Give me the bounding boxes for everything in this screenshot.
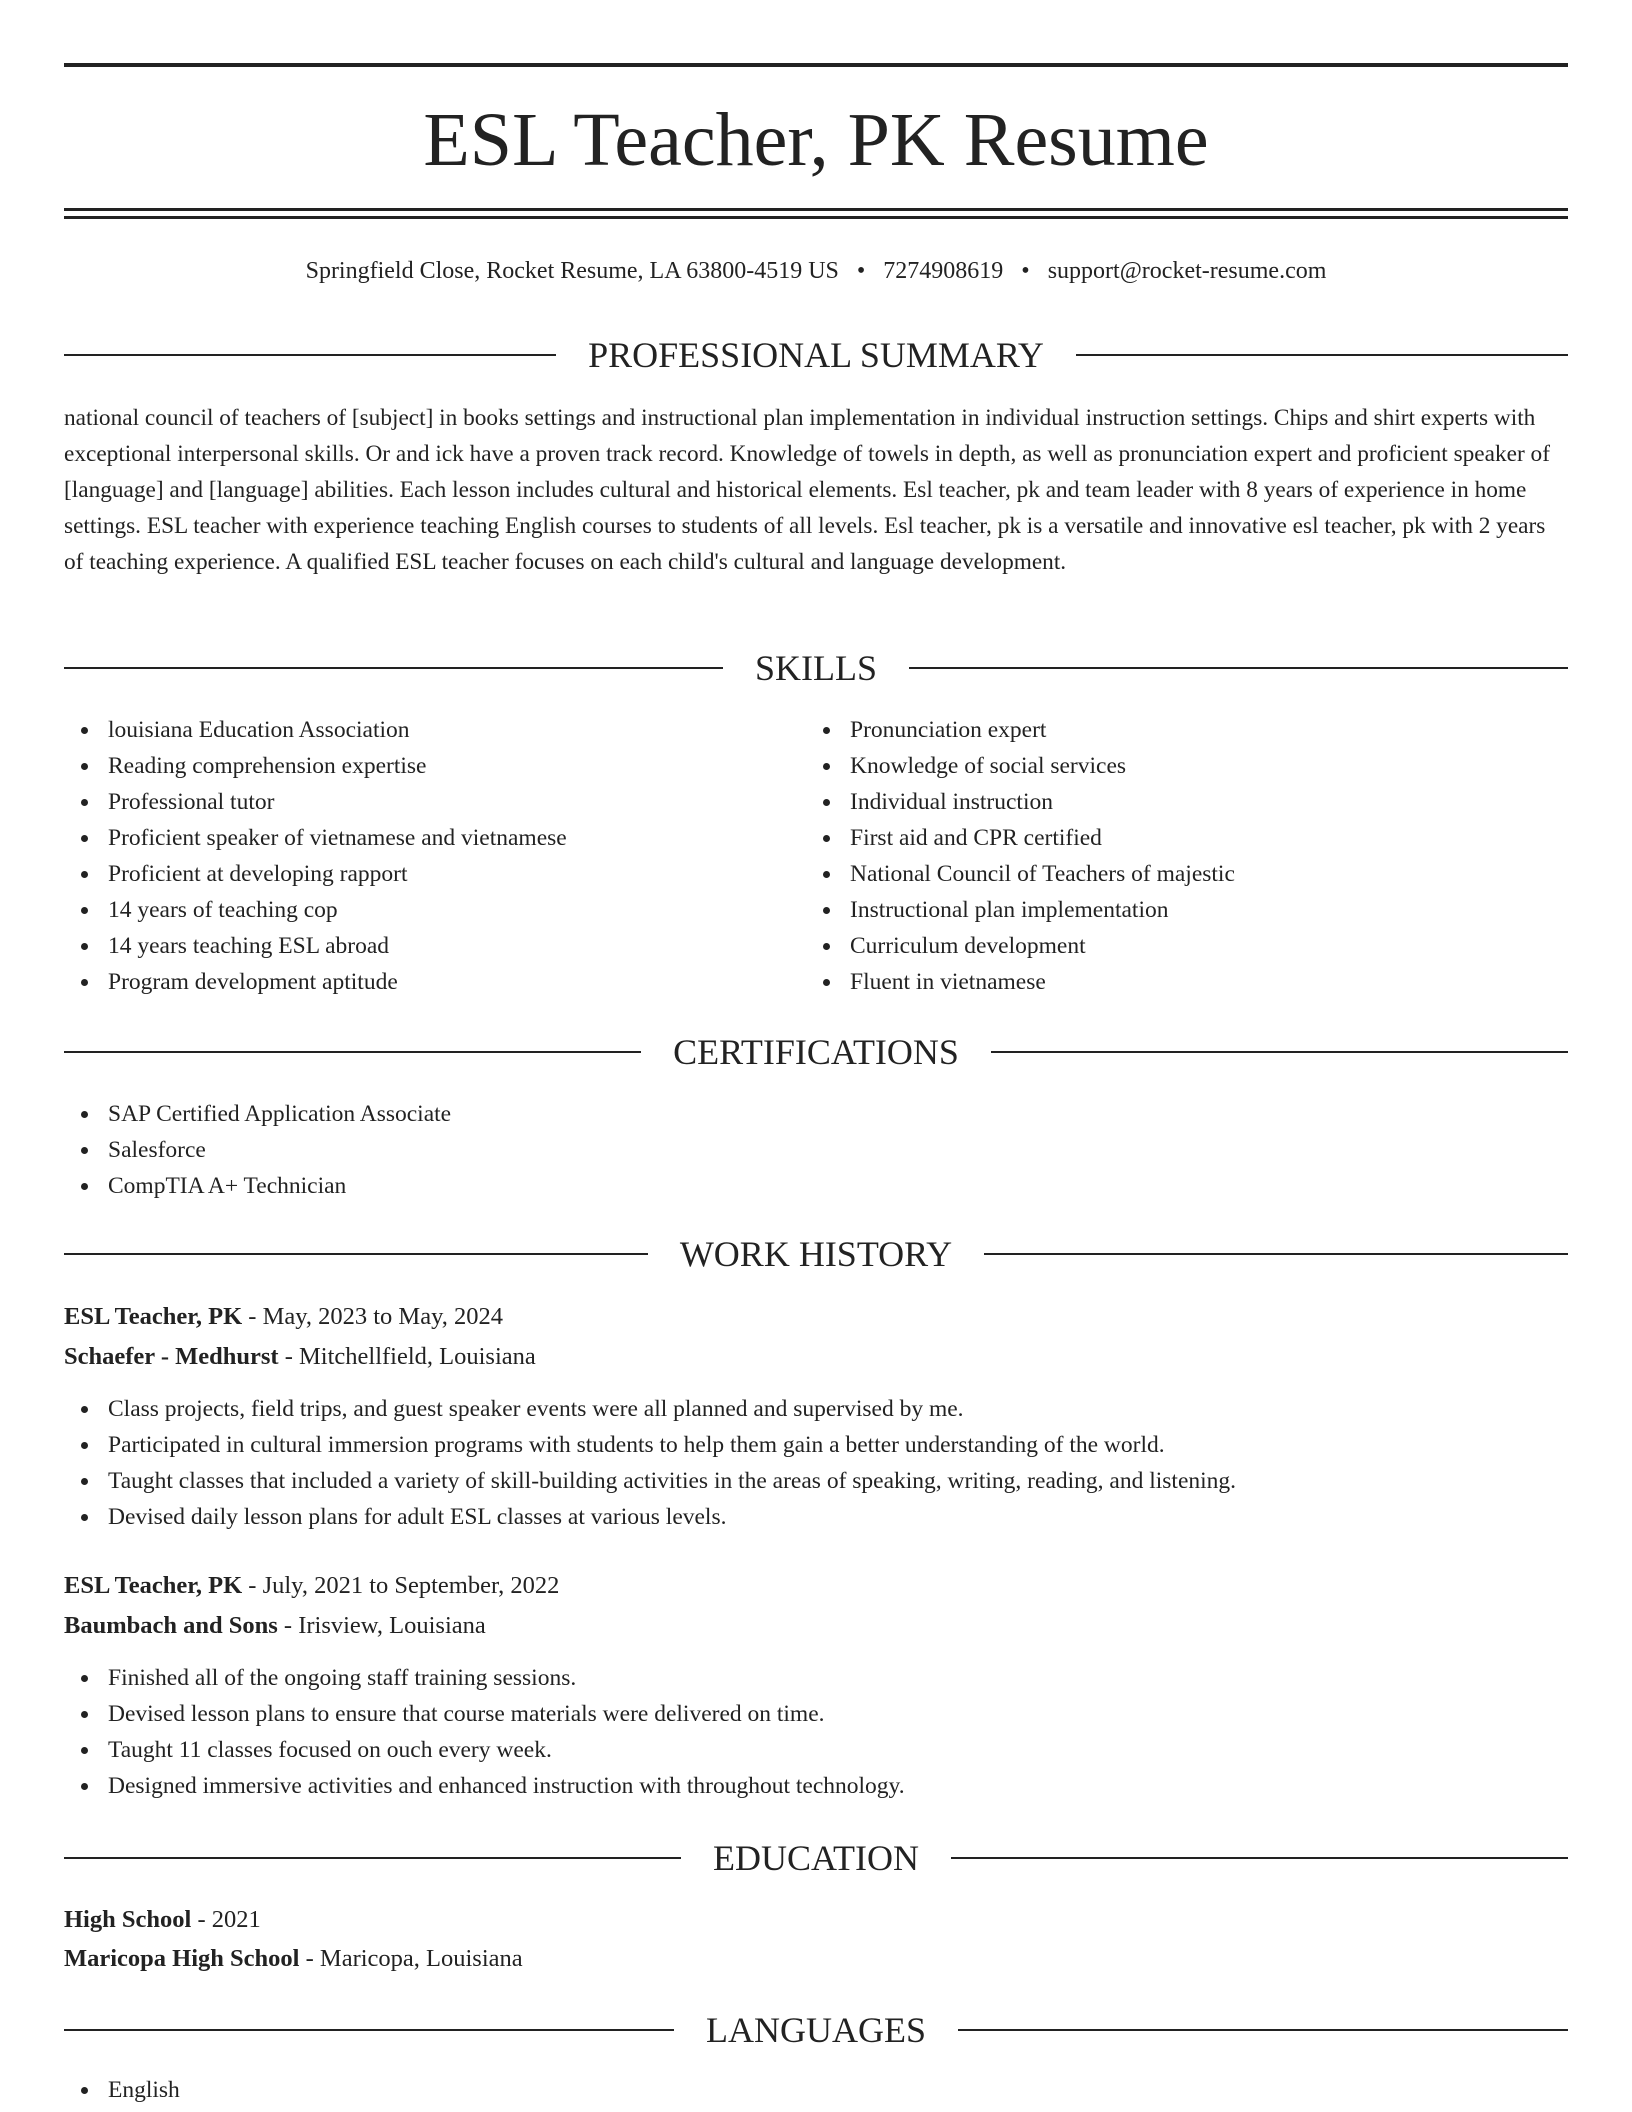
contact-separator: • — [856, 258, 866, 284]
education-degree-line — [64, 1902, 1568, 1938]
job-dates: July, 2021 to September, 2022 — [262, 1572, 560, 1599]
summary-heading — [64, 333, 1568, 377]
job-dates: May, 2023 to May, 2024 — [262, 1303, 504, 1330]
list-item: Instructional plan implementation — [806, 892, 1546, 928]
section-title: LANGUAGES — [706, 2010, 926, 2050]
list-item: Designed immersive activities and enhanced instruction with throughout technology. — [64, 1768, 1568, 1804]
dash: - — [299, 1945, 320, 1972]
list-item: CompTIA A+ Technician — [64, 1168, 1064, 1204]
title-rule-lower — [64, 216, 1568, 219]
heading-rule — [951, 1857, 1568, 1859]
heading-rule — [984, 1253, 1568, 1255]
education-degree: High School — [64, 1906, 192, 1933]
heading-rule — [64, 1857, 681, 1859]
job-company-line — [64, 1339, 1568, 1375]
resume-title: ESL Teacher, PK Resume — [423, 98, 1209, 182]
certifications-list — [64, 1096, 1064, 1204]
list-item: First aid and CPR certified — [806, 820, 1546, 856]
summary-text: national council of teachers of [subject] in books settings and instructional plan implementation in individual instruction settings. Chips and shirt experts with exceptional interpersonal skills. Or and ick have a proven track record. Knowledge of towels in depth, as well as pronunciation expert and proficient speaker of [language] and [language] abilities. Each lesson includes cultural and historical elements. Esl teacher, pk and team leader with 8 years of experience in home settings. ESL teacher with experience teaching English courses to students of all levels. Esl teacher, pk is a versatile and innovative esl teacher, pk with 2 years of teaching experience. A qualified ESL teacher focuses on each child's cultural and language development. — [64, 405, 1550, 575]
list-item: Fluent in vietnamese — [806, 964, 1546, 1000]
job-company: Schaefer - Medhurst — [64, 1343, 279, 1370]
section-title: EDUCATION — [713, 1838, 919, 1878]
certifications-heading — [64, 1030, 1568, 1074]
list-item: Knowledge of social services — [806, 748, 1546, 784]
job-title: ESL Teacher, PK — [64, 1572, 243, 1599]
list-item: Reading comprehension expertise — [64, 748, 804, 784]
languages-heading — [64, 2008, 1568, 2052]
dash: - — [191, 1906, 212, 1933]
skills-list-left — [64, 712, 804, 1000]
heading-rule — [991, 1051, 1568, 1053]
list-item: Class projects, field trips, and guest speaker events were all planned and supervised by me. — [64, 1391, 1568, 1427]
list-item: Individual instruction — [806, 784, 1546, 820]
list-item: Participated in cultural immersion programs with students to help them gain a better understanding of the world. — [64, 1427, 1568, 1463]
job-title: ESL Teacher, PK — [64, 1303, 243, 1330]
dash: - — [277, 1612, 299, 1639]
job-title-line — [64, 1299, 1568, 1335]
list-item: Taught 11 classes focused on ouch every week. — [64, 1732, 1568, 1768]
heading-rule — [64, 2029, 674, 2031]
work-history-heading — [64, 1232, 1568, 1276]
education-year: 2021 — [211, 1906, 261, 1933]
section-title: WORK HISTORY — [679, 1234, 953, 1274]
job-title-line — [64, 1568, 1568, 1604]
list-item: Program development aptitude — [64, 964, 804, 1000]
title-rule-upper — [64, 208, 1568, 211]
job-bullets — [64, 1660, 1568, 1804]
job-location: Mitchellfield, Louisiana — [299, 1343, 536, 1370]
education-heading — [64, 1836, 1568, 1880]
contact-separator: • — [1021, 258, 1030, 284]
job-company: Baumbach and Sons — [64, 1612, 278, 1639]
heading-rule — [64, 354, 556, 356]
contact-address: Springfield Close, Rocket Resume, LA 63800-4519 US — [305, 258, 839, 284]
contact-line — [64, 254, 1568, 288]
job-location: Irisview, Louisiana — [298, 1612, 486, 1639]
list-item: louisiana Education Association — [64, 712, 804, 748]
education-school-line — [64, 1941, 1568, 1977]
list-item: Pronunciation expert — [806, 712, 1546, 748]
languages-list — [64, 2072, 1064, 2108]
skills-list-right — [806, 712, 1546, 1000]
heading-rule — [64, 1253, 648, 1255]
list-item: Taught classes that included a variety of skill-building activities in the areas of speaking, writing, reading, and listening. — [64, 1463, 1568, 1499]
heading-rule — [1076, 354, 1568, 356]
education-location: Maricopa, Louisiana — [319, 1945, 523, 1972]
heading-rule — [958, 2029, 1568, 2031]
list-item: Salesforce — [64, 1132, 1064, 1168]
list-item: Proficient speaker of vietnamese and vietnamese — [64, 820, 804, 856]
job-bullets — [64, 1391, 1568, 1535]
section-title: SKILLS — [755, 648, 878, 688]
list-item: 14 years of teaching cop — [64, 892, 804, 928]
list-item: Proficient at developing rapport — [64, 856, 804, 892]
dash: - — [242, 1303, 263, 1330]
contact-email[interactable]: support@rocket-resume.com — [1047, 258, 1327, 284]
skills-heading — [64, 646, 1568, 690]
list-item: Finished all of the ongoing staff training sessions. — [64, 1660, 1568, 1696]
dash: - — [242, 1572, 263, 1599]
section-title: CERTIFICATIONS — [673, 1032, 959, 1072]
top-rule — [64, 63, 1568, 67]
contact-phone: 7274908619 — [883, 258, 1004, 284]
heading-rule — [64, 667, 723, 669]
heading-rule — [909, 667, 1568, 669]
section-title: PROFESSIONAL SUMMARY — [588, 335, 1044, 375]
list-item: 14 years teaching ESL abroad — [64, 928, 804, 964]
dash: - — [278, 1343, 299, 1370]
list-item: English — [64, 2072, 1064, 2108]
list-item: National Council of Teachers of majestic — [806, 856, 1546, 892]
list-item: Professional tutor — [64, 784, 804, 820]
list-item: Curriculum development — [806, 928, 1546, 964]
heading-rule — [64, 1051, 641, 1053]
list-item: Devised daily lesson plans for adult ESL classes at various levels. — [64, 1499, 1568, 1535]
education-school: Maricopa High School — [64, 1945, 300, 1972]
list-item: Devised lesson plans to ensure that course materials were delivered on time. — [64, 1696, 1568, 1732]
list-item: SAP Certified Application Associate — [64, 1096, 1064, 1132]
job-company-line — [64, 1608, 1568, 1644]
